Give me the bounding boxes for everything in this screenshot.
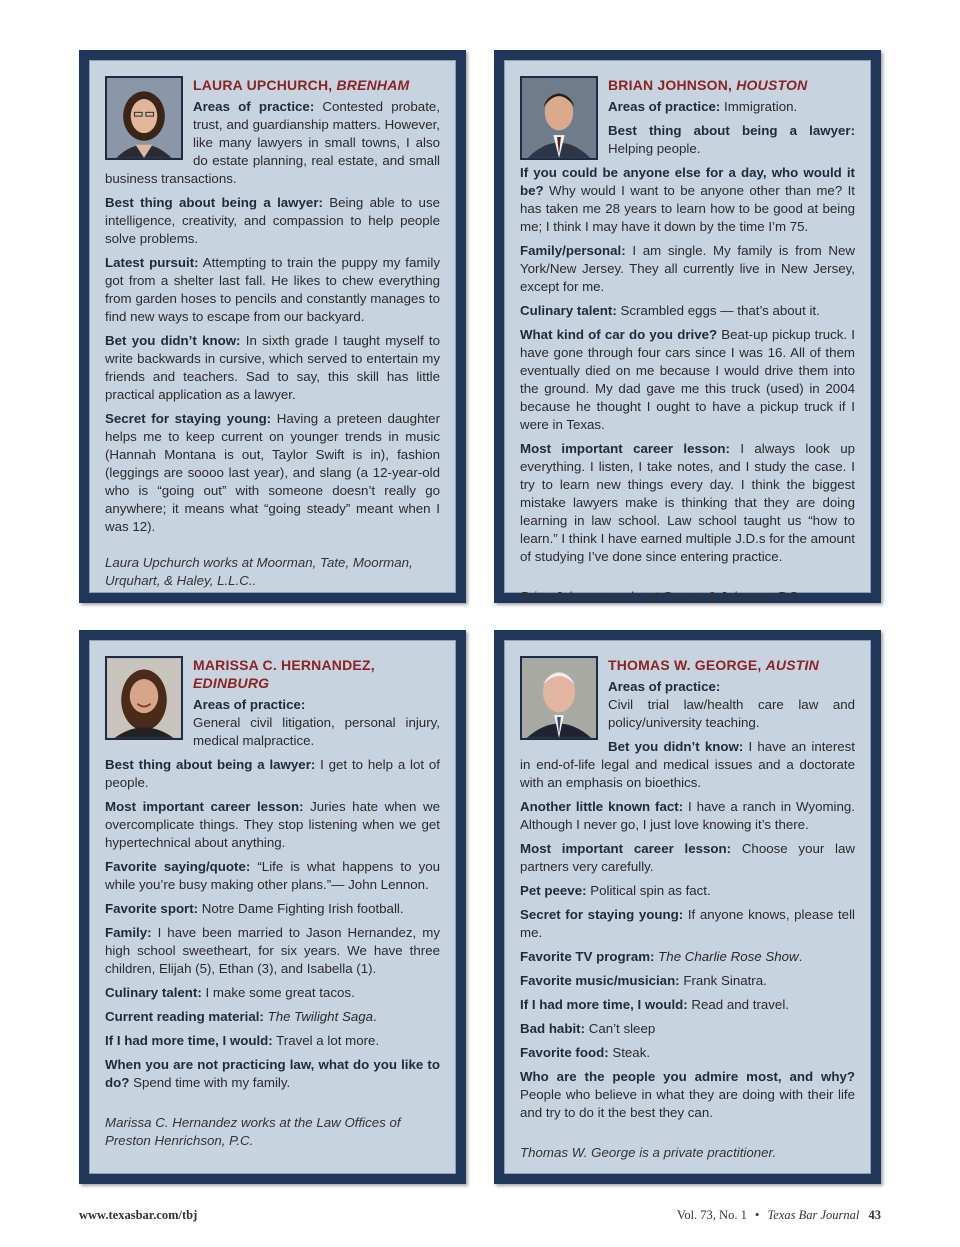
profile-card-brian-johnson — [494, 50, 881, 603]
profile-card-marissa-hernandez — [79, 630, 466, 1184]
profile-item: Bad habit: Can’t sleep — [520, 1021, 656, 1036]
profile-item: Favorite TV program: The Charlie Rose Show. — [520, 949, 803, 964]
profile-name: BRIAN JOHNSON, HOUSTON — [608, 77, 808, 93]
profile-item: Best thing about being a lawyer: I get to help a lot of people. — [105, 757, 440, 790]
profile-item: When you are not practicing law, what do you like to do? Spend time with my family. — [105, 1057, 440, 1090]
profile-name: THOMAS W. GEORGE, AUSTIN — [608, 657, 819, 673]
man-portrait-photo — [520, 76, 598, 160]
footer-journal-name: Texas Bar Journal — [767, 1208, 860, 1222]
profile-item: Most important career lesson: Choose your law partners very carefully. — [520, 841, 855, 874]
profile-item: Pet peeve: Political spin as fact. — [520, 883, 711, 898]
profile-item: Favorite sport: Notre Dame Fighting Irish football. — [105, 901, 404, 916]
woman-portrait-photo — [105, 76, 183, 160]
woman-portrait-photo — [105, 656, 183, 740]
profile-item: Family/personal: I am single. My family is from New York/New Jersey. They all currently live in New Jersey, except for me. — [520, 243, 855, 294]
profile-item: Favorite saying/quote: “Life is what happens to you while you’re busy making other plans.”— John Lennon. — [105, 859, 441, 892]
profile-item: Bet you didn’t know: In sixth grade I taught myself to write backwards in cursive, which served to entertain my friends and teachers. Sad to say, this skill has little practical application as a lawyer. — [105, 333, 440, 402]
profile-item: If you could be anyone else for a day, who would it be? Why would I want to be anyone other than me? It has taken me 28 years to learn how to be good at being me; I think I may have it down by the time I’m 75. — [520, 165, 855, 234]
profile-item: Best thing about being a lawyer: Helping people. — [608, 123, 855, 156]
profile-item: Secret for staying young: If anyone knows, please tell me. — [520, 907, 855, 940]
profile-item: Areas of practice: Contested probate, trust, and guardianship matters. However, like many lawyers in small towns, I also do estate planning, real estate, and small business transactions. — [105, 99, 440, 186]
profile-item: Favorite food: Steak. — [520, 1045, 651, 1060]
profile-item: Best thing about being a lawyer: Being able to use intelligence, creativity, and compassion to help people solve problems. — [105, 195, 440, 246]
profile-panel — [89, 60, 456, 593]
profile-item: Latest pursuit: Attempting to train the puppy my family got from a shelter last fall. He likes to chew everything from garden hoses to pencils and constantly manages to find new ways to escape from our backyard. — [105, 255, 440, 324]
footer-url-link[interactable]: www.texasbar.com/tbj — [79, 1208, 198, 1222]
page-footer — [79, 1208, 881, 1228]
profile-card-laura-upchurch — [79, 50, 466, 603]
profile-employer-note: Brian Johnson works at Guerra & Johnson, P.C. — [520, 589, 802, 604]
profile-item: Areas of practice: Civil trial law/health care law and policy/university teaching. — [608, 679, 855, 730]
profile-item: What kind of car do you drive? Beat-up pickup truck. I have gone through four cars since I was 16. All of them eventually died on me because I would drive them into the ground. My dad gave me this truck (used) in 2004 because he thought I ought to have a pickup truck if I were in Texas. — [520, 327, 855, 432]
profile-card-thomas-george — [494, 630, 881, 1184]
profile-item: Family: I have been married to Jason Hernandez, my high school sweetheart, for six years. We have three children, Elijah (5), Ethan (3), and Isabella (1). — [105, 925, 440, 976]
profile-item: Most important career lesson: Juries hate when we overcomplicate things. They stop listening when we get hypertechnical about anything. — [105, 799, 440, 850]
profile-item: Bet you didn’t know: I have an interest in end-of-life legal and medical issues and a doctorate with an emphasis on bioethics. — [520, 739, 855, 790]
profile-item: Another little known fact: I have a ranch in Wyoming. Although I never go, I just love knowing it’s there. — [520, 799, 855, 832]
profile-employer-note: Marissa C. Hernandez works at the Law Offices of Preston Henrichson, P.C. — [105, 1115, 401, 1148]
profile-item: Favorite music/musician: Frank Sinatra. — [520, 973, 767, 988]
profile-item: Culinary talent: Scrambled eggs — that’s about it. — [520, 303, 820, 318]
profile-name: LAURA UPCHURCH, BRENHAM — [193, 77, 410, 93]
profile-item: Current reading material: The Twilight Saga. — [105, 1009, 377, 1024]
footer-volume: Vol. 73, No. 1 — [676, 1208, 747, 1222]
profile-panel — [504, 60, 871, 604]
profile-item: Who are the people you admire most, and why? People who believe in what they are doing with their life and try to do it the best they can. — [520, 1069, 855, 1120]
profile-item: Secret for staying young: Having a preteen daughter helps me to keep current on younger trends in music (Hannah Montana is out, Taylor Swift is in), fashion (leggings are soooo last year), and slang (a 12-year-old who is “going out” with someone doesn’t really go anywhere; it means what “going steady” meant when I was 12). — [105, 411, 440, 534]
footer-issue-info — [677, 1208, 881, 1223]
profile-item: If I had more time, I would: Travel a lot more. — [105, 1033, 380, 1048]
footer-bullet: • — [754, 1208, 760, 1222]
profile-panel — [504, 640, 871, 1174]
profile-name: MARISSA C. HERNANDEZ, EDINBURG — [193, 657, 375, 691]
profile-item: Areas of practice: Immigration. — [608, 99, 798, 114]
profile-item: Culinary talent: I make some great tacos. — [105, 985, 355, 1000]
profile-employer-note: Thomas W. George is a private practitioner. — [520, 1145, 777, 1160]
profile-employer-note: Laura Upchurch works at Moorman, Tate, Moorman, Urquhart, & Haley, L.L.C.. — [105, 555, 413, 588]
profile-item: If I had more time, I would: Read and travel. — [520, 997, 789, 1012]
profile-item: Areas of practice: General civil litigation, personal injury, medical malpractice. — [193, 697, 440, 748]
profile-item: Most important career lesson: I always look up everything. I listen, I take notes, and I study the case. I try to learn new things every day. I think the biggest mistake lawyers make is thinking that they are doing learning in law school. Law school taught us “how to learn.” I think I have earned multiple J.D.s for the amount of studying I’ve done since entering practice. — [520, 441, 855, 564]
older-man-portrait-photo — [520, 656, 598, 740]
profile-panel — [89, 640, 456, 1174]
footer-page-number: 43 — [868, 1208, 881, 1222]
